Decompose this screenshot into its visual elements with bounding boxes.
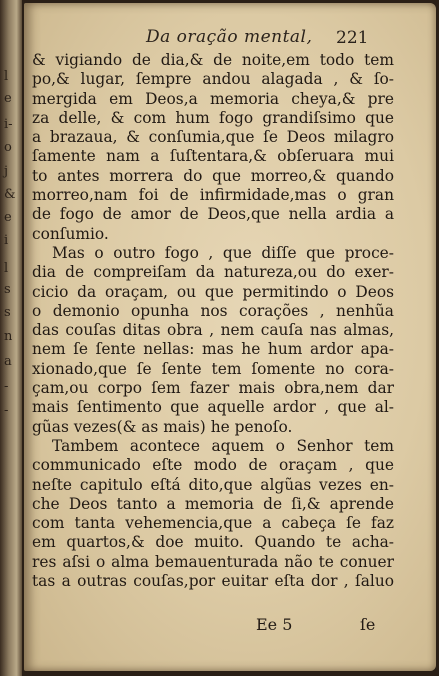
previous-page-fragment: s <box>4 282 11 297</box>
previous-page-fragment: l <box>4 69 9 84</box>
text-line: res aſsi o alma bemauenturada não te conuer <box>32 552 394 571</box>
text-line: tas a outras couſas,por euitar eſta dor , ſaluo <box>32 572 394 591</box>
previous-page-fragment: e <box>4 91 12 106</box>
text-line: o demonio opunha nos corações , nenhũa <box>32 301 394 320</box>
text-line: de fogo de amor de Deos,que nella ardia a <box>32 205 394 224</box>
catchword: ſe <box>360 615 376 634</box>
previous-page-fragment: - <box>4 403 9 418</box>
previous-page-fragment: j <box>4 164 9 179</box>
previous-page-fragment: i <box>4 233 9 248</box>
text-line: cicio da oraçam, ou que permitindo o Deos <box>32 282 394 301</box>
text-line: com tanta vehemencia,que a cabeça ſe faz <box>32 514 394 533</box>
previous-page-fragment: e <box>4 210 12 225</box>
text-line: & vigiando de dia,& de noite,em todo tem <box>32 51 394 69</box>
text-line: nem ſe ſente nellas: mas he hum ardor apa- <box>32 340 394 359</box>
previous-page-fragment: a <box>4 354 12 369</box>
text-line: em quartos,& doe muito. Quando te acha- <box>32 533 394 552</box>
running-title: Da oração mental, <box>146 27 313 47</box>
page-number: 221 <box>336 28 369 48</box>
text-line: gũas vezes(& as mais) he penoſo. <box>32 417 293 436</box>
text-line: mais ſentimento que aquelle ardor , que al- <box>32 398 394 417</box>
text-line: conſumio. <box>32 224 109 243</box>
previous-page-fragment: s <box>4 305 11 320</box>
previous-page-fragment: i- <box>4 117 13 132</box>
book-page <box>24 3 436 671</box>
text-line: das couſas ditas obra , nem cauſa nas almas, <box>32 321 394 340</box>
previous-page-edge <box>0 0 22 676</box>
text-line: che Deos tanto a memoria de ſi,& aprende <box>32 494 394 513</box>
text-line: communicado eſte modo de oraçam , que <box>32 456 394 475</box>
page-header <box>24 27 436 53</box>
text-line: neſte capitulo eſtá dito,que algũas vezes en- <box>32 475 394 494</box>
page-body <box>32 51 394 591</box>
text-line: Tambem acontece aquem o Senhor tem <box>52 436 394 455</box>
text-line: çam,ou corpo ſem fazer mais obra,nem dar <box>32 379 394 398</box>
text-line: mergida em Deos,a memoria cheya,& pre <box>32 89 394 108</box>
text-line: morreo,nam foi de infirmidade,mas o gran <box>32 186 394 205</box>
text-line: Mas o outro fogo , que diſſe que proce- <box>52 243 394 262</box>
text-line: za delle, & com hum fogo grandiſsimo que <box>32 108 394 127</box>
previous-page-fragment: n <box>4 329 13 344</box>
text-line: to antes morrera do que morreo,& quando <box>32 166 394 185</box>
previous-page-fragment: l <box>4 261 9 276</box>
previous-page-fragment: & <box>4 187 16 202</box>
signature-mark: Ee 5 <box>256 615 293 634</box>
previous-page-fragment: - <box>4 379 9 394</box>
text-line: dia de compreiſam da natureza,ou do exer- <box>32 263 394 282</box>
text-line: po,& lugar, ſempre andou alagada , & ſo- <box>32 70 394 89</box>
page-footer <box>24 615 436 639</box>
text-line: ſamente nam a ſuſtentara,& obſeruara mui <box>32 147 394 166</box>
previous-page-fragment: o <box>4 140 12 155</box>
text-line: xionado,que ſe ſente tem ſomente no cora- <box>32 359 394 378</box>
text-line: a brazaua, & conſumia,que ſe Deos milagro <box>32 128 394 147</box>
